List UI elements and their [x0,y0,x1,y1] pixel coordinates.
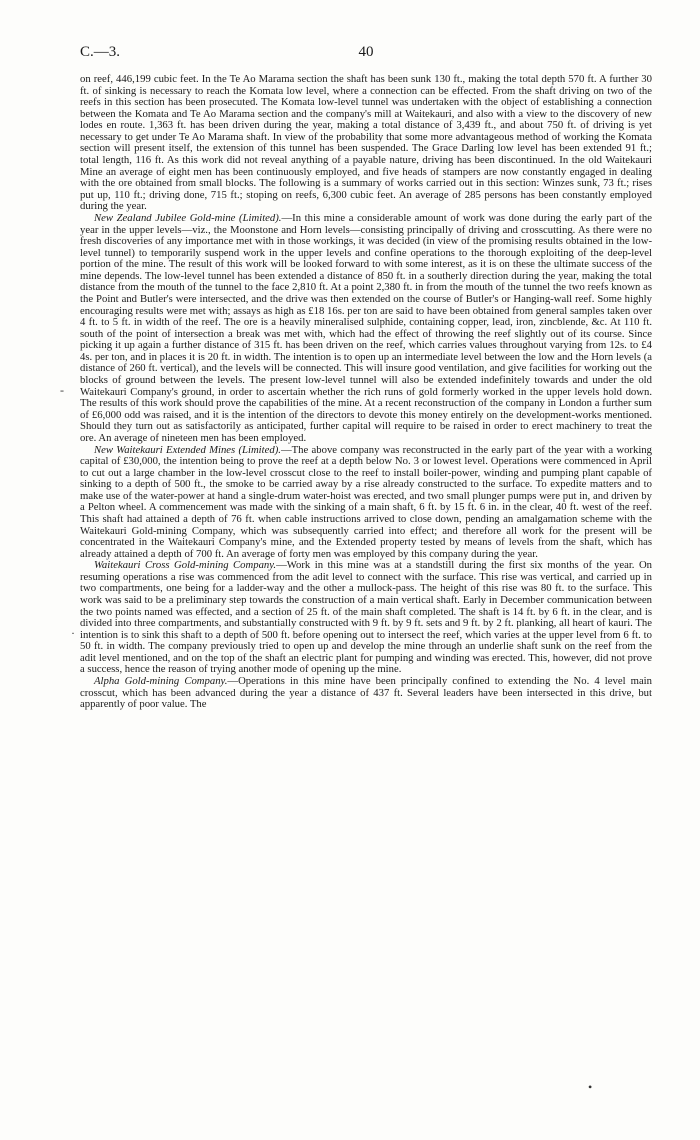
margin-mark: · [71,626,75,640]
paragraph-text: on reef, 446,199 cubic feet. In the Te Ao Marama section the shaft has been sunk 130 ft., making the total depth 570 ft. A further 30 ft. of sinking is necessary to reach the Komata low level, where a connection can be effected. From the shaft driving on two of the reefs in this section has been prosecuted. The Komata low-level tunnel was undertaken with the object of establishing a connection between the Komata and Te Ao Marama section and the company's mill at Waitekauri, and also with a view to the discovery of new lodes en route. 1,363 ft. has been driven during the year, making a total distance of 3,439 ft., and about 750 ft. of driving is yet necessary to get under Te Ao Marama shaft. In view of the probability that some more advantageous method of working the Komata section will present itself, the extension of this tunnel has been suspended. The Grace Darling low level has been extended 91 ft.; total length, 116 ft. As this work did not reveal anything of a payable nature, driving has been discontinued. In the old Waitekauri Mine an average of eight men has been continuously employed, and five heads of stampers are now constantly engaged in dealing with the ore obtained from small blocks. The following is a summary of works carried out in this section: Winzes sunk, 73 ft.; rises put up, 110 ft.; driving done, 715 ft.; stoping on reefs, 6,300 cubic feet. An average of 285 persons has been constantly employed during the year. [80,73,652,213]
margin-mark: • [588,1080,593,1094]
paragraph-text: —Work in this mine was at a standstill during the first six months of the year. On resuming operations a rise was commenced from the adit level to connect with the surface. This rise was vertical, and carried up in two compartments, one being for a ladder-way and the other a mullock-pass. The height of this rise was 80 ft. to the surface. This work was said to be a preliminary step towards the construction of a main vertical shaft. Early in December communication between the two points named was effected, and a section of 25 ft. of the main shaft completed. The shaft is 14 ft. by 6 ft. in the clear, and is divided into three compartments, and substantially constructed with 9 ft. by 9 ft. sets and 9 ft. by 2 ft. planking, all heart of kauri. The intention is to sink this shaft to a depth of 500 ft. before opening out to intersect the reef, which varies at the upper level from 6 ft. to 50 ft. in width. The company previously tried to open up and develop the mine through an underlie shaft sunk on the reef from the adit level mentioned, and on the top of the shaft an electric plant for pumping and winding was erected. This, however, did not prove a success, hence the reason of trying another mode of opening up the mine. [80,559,653,676]
report-reference: C.—3. [80,44,121,60]
document-body [80,74,652,711]
paragraph-continuation [80,74,652,213]
paragraph-waitekauri-cross [80,560,652,676]
paragraph-new-waitekauri-extended [80,445,652,561]
page-number: 40 [358,44,374,60]
paragraph-heading: Alpha Gold-mining Company. [94,675,228,688]
paragraph-new-zealand-jubilee [80,213,652,445]
paragraph-alpha-gold-mining [80,676,652,711]
paragraph-text: —In this mine a considerable amount of work was done during the early part of the year in the upper levels—viz., the Moonstone and Horn levels—consisting principally of driving and crosscutting. As there were no fresh discoveries of any importance met with in those workings, it was decided (in view of the promising results obtained in the low-level tunnel) to temporarily suspend work in the upper levels and confine operations to the thorough exploiting of the deep-level portion of the mine. The result of this work will be looked forward to with some interest, as it is on these the ultimate success of the mine depends. The low-level tunnel has been extended a distance of 850 ft. in a southerly direction during the year, making the total distance from the mouth of the tunnel to the face 2,810 ft. At a point 2,380 ft. in from the mouth of the tunnel the two reefs known as the Point and Butler's were intersected, and the drive was then extended on the course of Butler's or Hanging-wall reef. Some highly encouraging results were met with; assays as high as £18 16s. per ton are said to have been obtained from general samples taken over 4 ft. to 5 ft. in width of the reef. The ore is a heavily mineralised sulphide, containing copper, lead, iron, zincblende, &c. At 110 ft. south of the point of intersection a break was met with, which had the effect of throwing the reef slightly out of its course. Since picking it up again a further distance of 315 ft. has been driven on the reef, which carries values throughout varying from 12s. to £4 4s. per ton, and in places it is 20 ft. in width. The intention is to open up an intermediate level between the low and the Horn levels (a distance of 260 ft. vertical), and the levels will be connected. This will insure good ventilation, and give facilities for working out the blocks of ground between the levels. The present low-level tunnel will also be extended indefinitely towards and under the old Waitekauri Company's ground, in order to ascertain whether the rich runs of gold formerly worked in the upper levels hold down. The results of this work should prove the capabilities of the mine. At a recent reconstruction of the company in London a further sum of £6,000 odd was raised, and it is the intention of the directors to devote this money entirely on the development-works mentioned. Should they turn out as satisfactorily as anticipated, further capital will require to be raised in order to erect machinery to treat the ore. An average of nineteen men has been employed. [80,211,652,444]
paragraph-text: —Operations in this mine have been principally confined to extending the No. 4 level main crosscut, which has been advanced during the year a distance of 437 ft. Several leaders have been intersected in this drive, but apparently of poor value. The [80,675,652,711]
page-header [80,44,652,74]
paragraph-heading: New Zealand Jubilee Gold-mine (Limited). [94,211,282,224]
paragraph-text: —The above company was reconstructed in the early part of the year with a working capital of £30,000, the intention being to prove the reef at a depth below No. 3 or lowest level. Operations were commenced in April to cut out a large chamber in the low-level crosscut close to the reef to install boiler-power, winding and pumping plant capable of sinking to a depth of 500 ft., the smoke to be carried away by a rise already constructed to the surface. To expedite matters and to make use of the water-power at hand a single-drum water-hoist was erected, and two small plunger pumps were put in, and driven by a Pelton wheel. A commencement was made with the sinking of a main shaft, 6 ft. by 15 ft. 6 in. in the clear, 40 ft. west of the reef. This shaft had attained a depth of 76 ft. when cable instructions arrived to close down, pending an amalgamation scheme with the Waitekauri Gold-mining Company, which was subsequently carried into effect; and therefore all work for the present will be concentrated in the Waitekauri Company's mine, and the Extended property tested by means of levels from the shaft, which has already attained a depth of 700 ft. An average of forty men was employed by this company during the year. [80,443,652,560]
paragraph-heading: New Waitekauri Extended Mines (Limited). [94,443,281,456]
margin-mark: - [60,383,64,397]
paragraph-heading: Waitekauri Cross Gold-mining Company. [94,559,277,572]
